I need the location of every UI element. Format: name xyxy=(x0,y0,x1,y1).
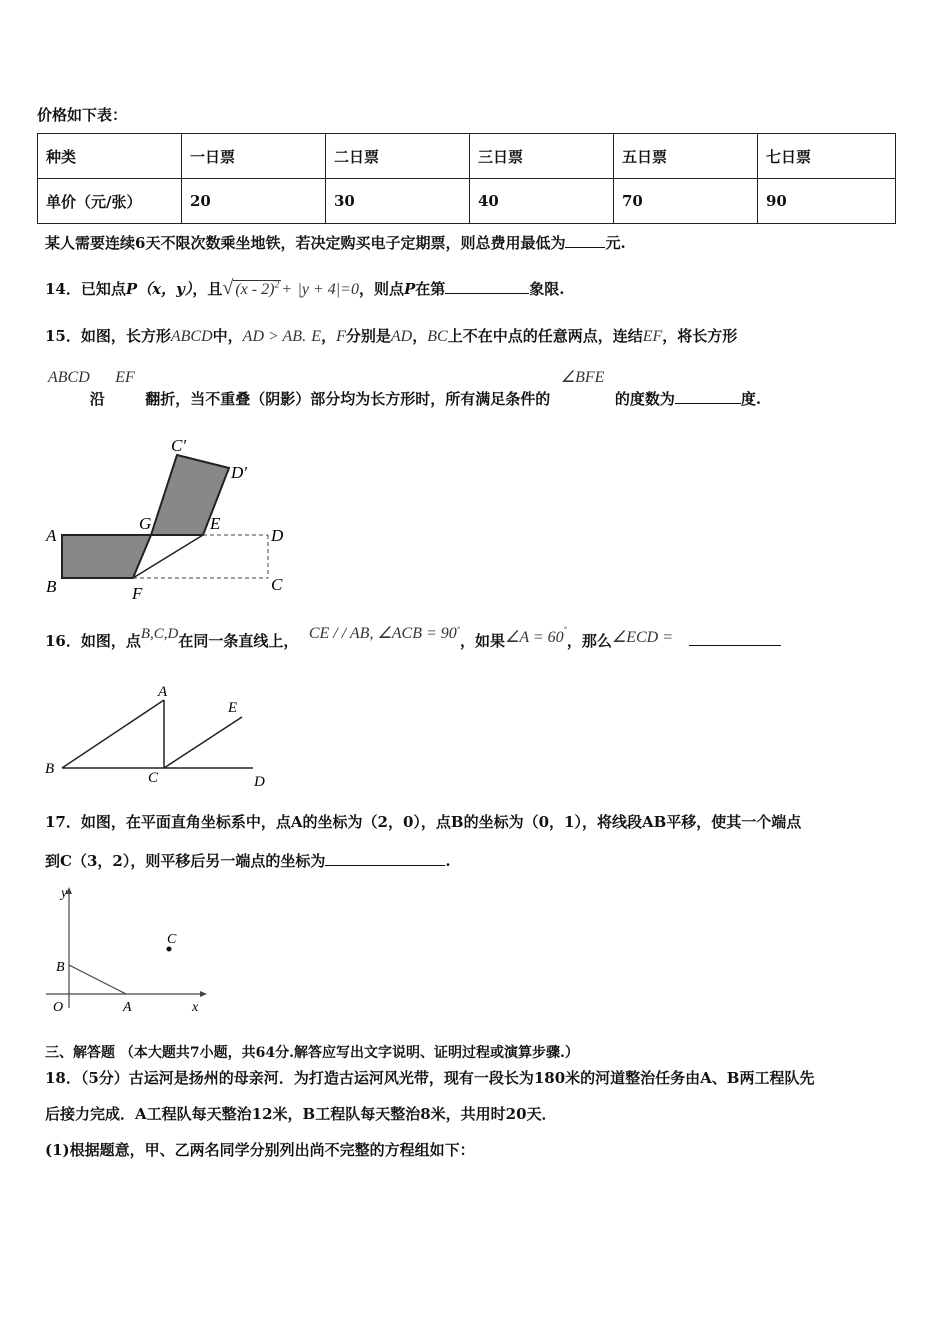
q14-question xyxy=(45,277,565,300)
label-b: B xyxy=(56,960,65,975)
segment-ab xyxy=(69,965,126,994)
table-cell: 二日票 xyxy=(326,134,470,179)
label-d-prime: D′ xyxy=(231,463,247,482)
ask-angle: ∠ECD = xyxy=(611,629,673,646)
q15-line2 xyxy=(48,369,762,408)
segment-ad: AD xyxy=(390,328,413,345)
section-heading: 三、解答题 （本大题共7小题，共64分.解答应写出文字说明、证明过程或演算步骤.） xyxy=(45,1045,579,1061)
q14-mid: ，则点 xyxy=(358,280,404,298)
answer-blank xyxy=(325,851,445,866)
label-c: C xyxy=(148,770,159,786)
segment-bc: BC xyxy=(427,328,448,345)
q14-in: 在第 xyxy=(415,280,446,298)
label-c-prime: C′ xyxy=(171,436,187,455)
q15-text: 沿 xyxy=(89,390,105,408)
label-f: F xyxy=(132,584,143,603)
answer-blank xyxy=(445,279,529,294)
radicand xyxy=(233,280,281,298)
q14-prefix: 14．已知点 xyxy=(45,280,126,298)
equals-zero: =0 xyxy=(340,281,359,298)
q13-question xyxy=(45,232,626,253)
q15-text: 分别是 xyxy=(345,327,391,345)
q17-end: . xyxy=(445,852,451,870)
table-header-row xyxy=(38,134,896,179)
q15-text: 中， xyxy=(212,327,243,345)
q15-tail xyxy=(615,390,761,408)
label-o: O xyxy=(53,1000,64,1015)
q14-end: 象限. xyxy=(529,280,565,298)
segment-ef: EF xyxy=(642,328,663,345)
condition: AD > AB xyxy=(242,328,303,345)
answer-blank xyxy=(675,389,741,404)
segment-ab xyxy=(62,700,164,768)
table-cell: 五日票 xyxy=(614,134,758,179)
price-table xyxy=(37,133,896,224)
q17-line1: 17．如图，在平面直角坐标系中，点A的坐标为（2，0），点B的坐标为（0，1），将线段AB平移，使其一个端点 xyxy=(45,813,802,831)
parallel-figure xyxy=(40,680,280,790)
label-d: D xyxy=(254,774,265,790)
degree-sign: ° xyxy=(563,625,567,634)
table-cell: 三日票 xyxy=(470,134,614,179)
plus-sign: + xyxy=(281,281,293,298)
q16-text: 16．如图，点 xyxy=(45,632,141,650)
q13-text: 某人需要连续6天不限次数乘坐地铁，若决定购买电子定期票，则总费用最低为 xyxy=(45,234,566,252)
label-b: B xyxy=(46,577,57,596)
label-a: A xyxy=(158,684,168,700)
q15-text: 翻折，当不重叠（阴影）部分均为长方形时，所有满足条件的 xyxy=(145,390,551,408)
label-b: B xyxy=(45,761,55,777)
label-d: D xyxy=(271,526,284,545)
table-cell: 70 xyxy=(614,179,758,224)
rect-name: ABCD xyxy=(48,369,90,386)
q15-text: 15．如图，长方形 xyxy=(45,327,171,345)
label-y: y xyxy=(61,886,68,901)
table-cell: 种类 xyxy=(38,134,182,179)
coordinate-figure xyxy=(40,880,215,1020)
table-cell: 30 xyxy=(326,179,470,224)
q16-question xyxy=(45,622,781,650)
label-c: C xyxy=(167,932,177,947)
q18-line3: (1)根据题意，甲、乙两名同学分别列出尚不完整的方程组如下： xyxy=(45,1141,475,1159)
label-e: E xyxy=(228,700,238,716)
q14-and: ，且 xyxy=(192,280,223,298)
label-e: E xyxy=(210,514,221,533)
q18-line2: 后接力完成．A工程队每天整治12米，B工程队每天整治8米，共用时20天． xyxy=(45,1105,557,1123)
label-g: G xyxy=(139,514,152,533)
comma: ， xyxy=(321,327,337,345)
segment-ef: EF xyxy=(115,369,135,386)
label-x: x xyxy=(192,1000,199,1015)
q15-line1 xyxy=(45,325,737,346)
label-a: A xyxy=(46,526,57,545)
ray-ce xyxy=(164,717,242,768)
q17-line2 xyxy=(45,850,451,871)
angle-bfe: ∠BFE xyxy=(560,369,605,386)
comma: ， xyxy=(412,327,428,345)
rect-name: ABCD xyxy=(170,328,213,345)
q16-text: ，如果 xyxy=(460,632,506,650)
q18-line1: 18．（5分）古运河是扬州的母亲河．为打造古运河风光带，现有一段长为180米的河道整治任务由A、B两工程队先 xyxy=(45,1069,815,1087)
point-e: E xyxy=(311,328,322,345)
table-cell: 40 xyxy=(470,179,614,224)
q17-text: 到C（3，2），则平移后另一端点的坐标为 xyxy=(45,852,326,870)
label-c: C xyxy=(271,575,283,594)
q13-end: 元. xyxy=(605,234,626,252)
q15-text: ，将长方形 xyxy=(662,327,738,345)
q15-text: 度. xyxy=(740,390,762,408)
q15-text: 上不在中点的任意两点，连结 xyxy=(447,327,643,345)
q16-text: ，那么 xyxy=(566,632,612,650)
sqrt-sign: √ xyxy=(222,277,234,299)
fold-figure xyxy=(40,430,300,605)
q16-text: 在同一条直线上， xyxy=(178,632,299,650)
point-c xyxy=(167,947,172,952)
points-bcd: B,C,D xyxy=(140,626,179,642)
table-cell: 一日票 xyxy=(182,134,326,179)
point-f: F xyxy=(336,328,346,345)
answer-blank xyxy=(689,631,781,646)
square-exponent: 2 xyxy=(274,279,280,291)
radicand-text: (x - 2) xyxy=(235,281,275,298)
answer-blank xyxy=(565,233,605,248)
shaded-rect-left xyxy=(62,535,151,578)
condition-1: CE / / AB, ∠ACB = 90 xyxy=(308,625,457,642)
label-a: A xyxy=(123,1000,132,1015)
table-cell: 七日票 xyxy=(758,134,896,179)
point-p: P xyxy=(403,280,416,298)
period: . xyxy=(302,328,307,345)
table-row xyxy=(38,179,896,224)
x-arrow xyxy=(200,991,207,997)
table-cell: 单价（元/张） xyxy=(38,179,182,224)
table-cell: 20 xyxy=(182,179,326,224)
q14-point: P（x，y） xyxy=(125,280,193,298)
degree-sign: ° xyxy=(456,625,460,634)
price-intro: 价格如下表： xyxy=(37,106,128,124)
condition-2: ∠A = 60 xyxy=(505,629,564,646)
abs-term: |y + 4| xyxy=(297,281,341,298)
q15-text: 的度数为 xyxy=(614,390,675,408)
table-cell: 90 xyxy=(758,179,896,224)
